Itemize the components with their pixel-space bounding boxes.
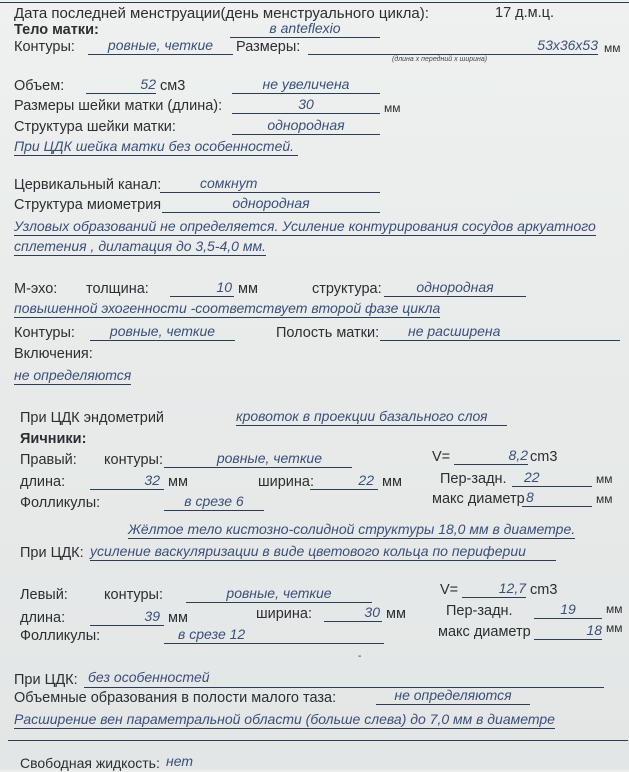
left-cdk-value: без особенностей [88,669,210,685]
right-ovary-label: Правый: [20,452,77,468]
ovaries-title: Яичники: [20,431,87,447]
corpus-luteum-note: Жёлтое тело кистозно-солидной структуры 18,0 мм в диаметре. [128,521,576,537]
left-maxdiam-value: 18 [534,622,602,640]
uterus-size-value: 53х36х53 [308,37,598,55]
right-width-value: 22 [310,472,378,490]
mecho-echogenicity: повышенной эхогенности -соответствует второй фазе цикла [14,300,441,316]
left-ovary-label: Левый: [20,587,68,603]
mecho-label: М-эхо: [14,281,58,297]
left-v-value: 12,7 [462,580,526,598]
mecho-structure-value: однородная [384,279,526,297]
pelvic-veins-note: Расширение вен параметральной области (больше слева) до 7,0 мм в диаметре [14,711,555,727]
mecho-thickness-label: толщина: [86,281,149,297]
cervix-length-label: Размеры шейки матки (длина): [14,98,223,114]
left-length-value: 39 [90,608,164,626]
mecho-structure-label: структура: [312,281,382,297]
right-follicles-label: Фолликулы: [20,495,101,511]
mecho-contours-value: ровные, четкие [90,323,235,341]
dash-mark: - [358,651,362,662]
right-ap-unit: мм [596,472,613,486]
right-cdk-label: При ЦДК: [20,545,84,561]
inclusions-value: не определяются [14,367,132,383]
lmp-label: Дата последней менструации(день менструального цикла): [14,5,429,22]
left-cdk-label: При ЦДК: [14,672,78,688]
right-maxdiam-label: макс диаметр [432,491,525,507]
right-contours-label: контуры: [104,452,163,468]
left-contours-label: контуры: [104,587,163,603]
inclusions-label: Включения: [14,346,93,362]
uterus-size-label: Размеры: [236,39,301,55]
free-fluid-label: Свободная жидкость: [20,755,160,771]
left-width-unit: мм [386,606,406,622]
cervix-structure-value: однородная [232,117,380,135]
uterus-body-value: в anteflexio [230,20,380,38]
left-maxdiam-label: макс диаметр [438,624,531,640]
left-width-value: 30 [324,604,382,622]
right-length-value: 32 [90,472,164,490]
right-maxdiam-unit: мм [596,492,613,506]
myometrium-value: однородная [162,195,380,213]
mecho-contours-label: Контуры: [14,325,75,341]
right-width-unit: мм [382,474,402,490]
left-length-unit: мм [168,610,188,626]
free-fluid-value: нет [166,753,193,769]
right-maxdiam-value: 8 [522,489,592,507]
mecho-thickness-value: 10 [170,279,234,297]
blank-line-1 [8,740,628,741]
volume-label: Объем: [14,78,65,94]
right-length-label: длина: [20,474,66,490]
left-length-label: длина: [20,610,66,626]
canal-value: сомкнут [160,175,380,193]
cavity-label: Полость матки: [276,325,380,341]
left-ap-label: Пер-задн. [446,603,513,619]
cervix-cdk-note: При ЦДК шейка матки без особенностей. [14,138,298,156]
right-length-unit: мм [168,474,188,490]
left-width-label: ширина: [256,606,312,622]
nodes-line-2: сплетения , дилатация до 3,5-4,0 мм. [14,238,266,254]
left-v-unit: cm3 [530,582,558,598]
endometrium-cdk-label: При ЦДК эндометрий [20,410,165,426]
cervix-length-value: 30 [232,96,380,114]
uterus-size-unit: мм [604,41,621,55]
volume-value: 52 [86,76,156,94]
endometrium-cdk-value: кровоток в проекции базального слоя [236,408,507,426]
uterus-contours-label: Контуры: [14,39,75,55]
right-cdk-value: усиление васкуляризации в виде цветового кольца по периферии [90,543,556,561]
uterus-size-note: (длина х передний х ширина) [392,56,488,63]
uterus-contours-value: ровные, четкие [88,37,233,55]
top-rule [0,2,629,3]
left-follicles-label: Фолликулы: [20,628,101,644]
volume-status: не увеличена [232,76,380,94]
nodes-line-1: Узловых образований не определяется. Усиление контурирования сосудов аркуатного [14,218,596,234]
pelvic-masses-label: Объемные образования в полости малого таза: [14,690,337,706]
myometrium-label: Структура миометрия [14,197,162,213]
pelvic-masses-value: не определяются [376,687,530,705]
right-width-label: ширина: [258,474,314,490]
cavity-value: не расширена [380,323,620,341]
right-v-value: 8,2 [454,447,528,465]
right-v-unit: cm3 [530,449,558,465]
left-contours-value: ровные, четкие [186,585,372,603]
right-ap-value: 22 [512,469,592,487]
left-ap-value: 19 [534,601,602,619]
volume-unit: см3 [160,78,186,94]
left-v-label: V= [440,582,459,598]
right-v-label: V= [432,449,451,465]
left-maxdiam-unit: мм [606,621,623,635]
uterus-body-label: Тело матки: [14,22,99,38]
mecho-thickness-unit: мм [238,281,258,297]
right-ap-label: Пер-задн. [440,471,507,487]
cervix-length-unit: мм [384,101,401,115]
left-follicles-value: в срезе 12 [164,626,384,644]
right-contours-value: ровные, четкие [164,450,352,468]
right-follicles-value: в срезе 6 [164,493,264,511]
left-ap-unit: мм [606,602,623,616]
canal-label: Цервикальный канал: [14,177,162,193]
lmp-value: 17 д.м.ц. [495,5,554,21]
cervix-structure-label: Структура шейки матки: [14,119,176,135]
